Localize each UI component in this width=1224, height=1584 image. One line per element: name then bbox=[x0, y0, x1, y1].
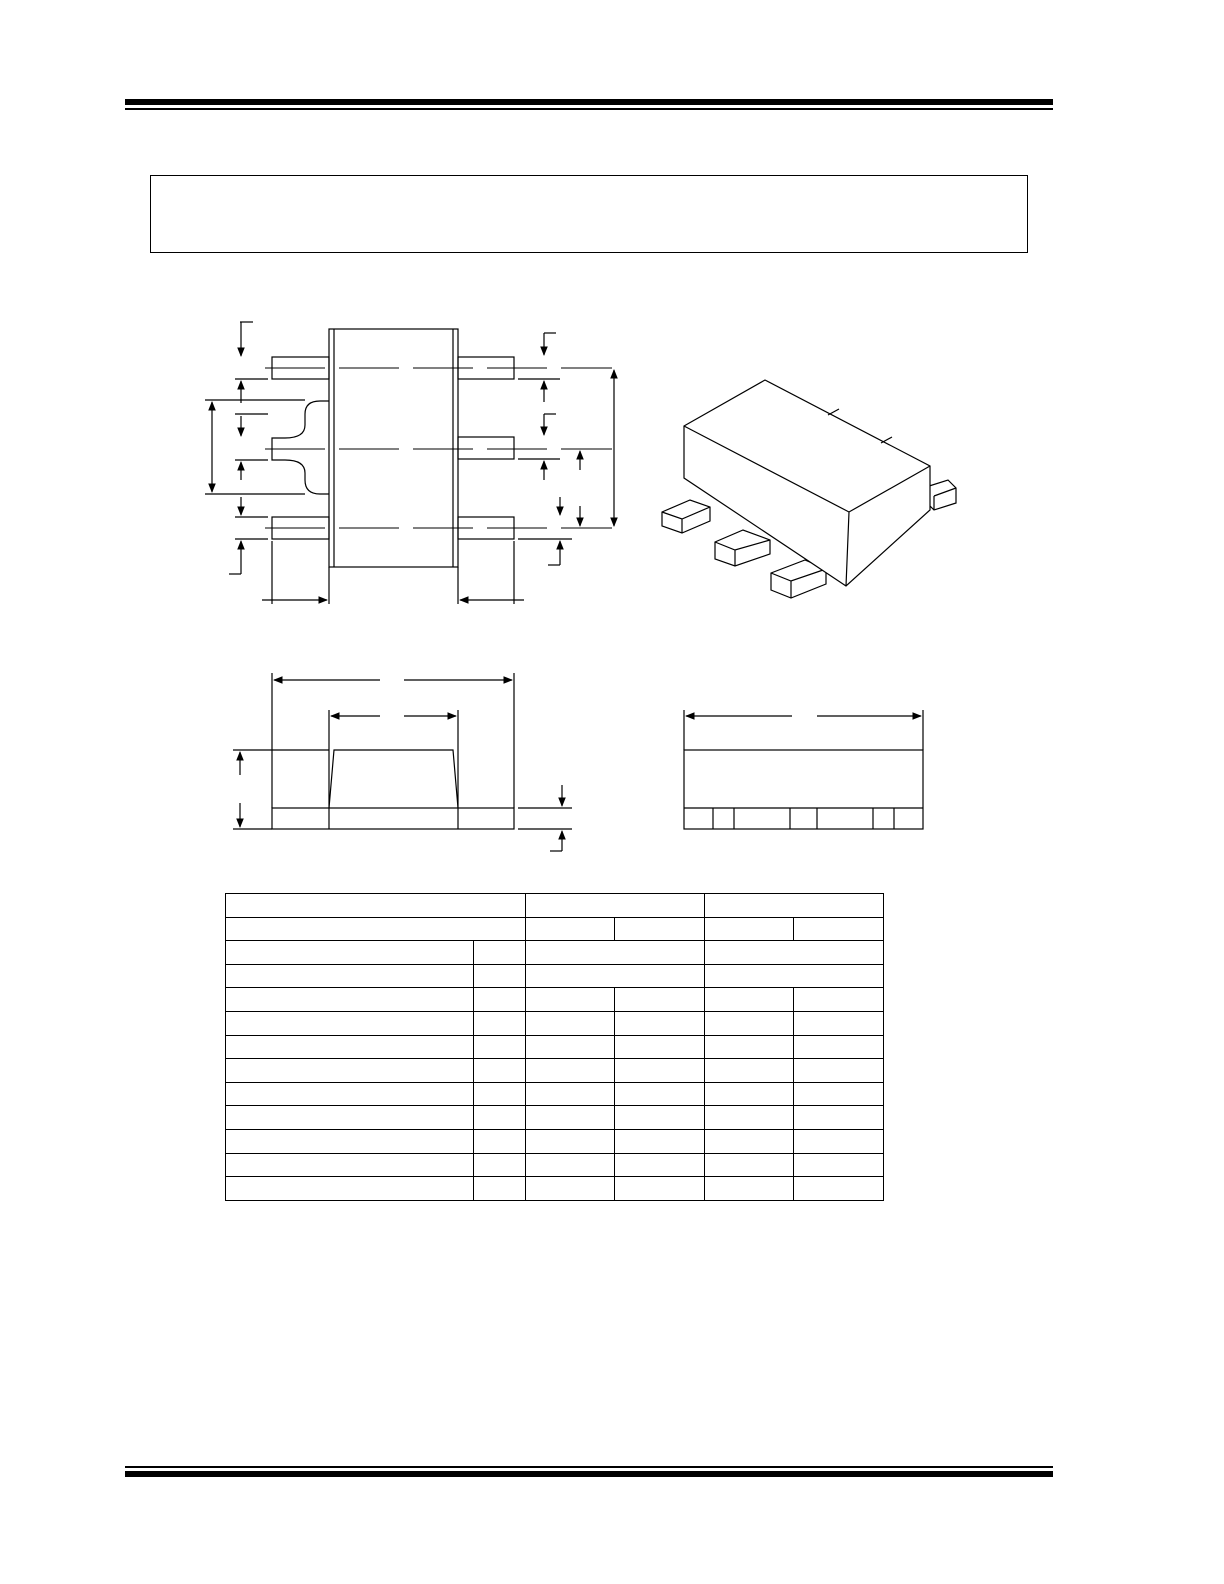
table-cell bbox=[474, 1035, 526, 1059]
table-cell bbox=[526, 1012, 615, 1036]
table-row bbox=[226, 1130, 884, 1154]
table-cell bbox=[615, 1059, 705, 1083]
table-cell bbox=[526, 941, 705, 965]
table-cell bbox=[705, 894, 884, 918]
table-cell bbox=[226, 894, 526, 918]
table-cell bbox=[615, 1082, 705, 1106]
table-cell bbox=[615, 988, 705, 1012]
table-cell bbox=[226, 1035, 474, 1059]
table-cell bbox=[705, 964, 884, 988]
table-cell bbox=[526, 1082, 615, 1106]
table-cell bbox=[526, 1106, 615, 1130]
table-cell bbox=[226, 1177, 474, 1201]
side-front-body bbox=[329, 750, 458, 808]
table-cell bbox=[794, 988, 884, 1012]
table-cell bbox=[474, 1106, 526, 1130]
table-cell bbox=[526, 988, 615, 1012]
table-cell bbox=[705, 1082, 794, 1106]
table-header-row bbox=[226, 917, 884, 941]
table-row bbox=[226, 1177, 884, 1201]
bottom-rule-thin bbox=[125, 1466, 1053, 1468]
table-header-row bbox=[226, 894, 884, 918]
iso-lead-1 bbox=[662, 500, 710, 533]
table-cell bbox=[526, 917, 615, 941]
table-cell bbox=[794, 1012, 884, 1036]
table-cell bbox=[526, 894, 705, 918]
table-cell bbox=[226, 1153, 474, 1177]
table-cell bbox=[615, 1106, 705, 1130]
table-cell bbox=[615, 1153, 705, 1177]
table-cell bbox=[474, 1153, 526, 1177]
table-cell bbox=[526, 964, 705, 988]
table-cell bbox=[226, 917, 526, 941]
top-view-lead-right-2 bbox=[458, 437, 514, 459]
table-cell bbox=[705, 988, 794, 1012]
table-cell bbox=[705, 1035, 794, 1059]
table-cell bbox=[794, 1082, 884, 1106]
table-cell bbox=[526, 1177, 615, 1201]
table-cell bbox=[794, 917, 884, 941]
table-cell bbox=[226, 1012, 474, 1036]
table-cell bbox=[705, 941, 884, 965]
table-cell bbox=[705, 1012, 794, 1036]
table-row bbox=[226, 1082, 884, 1106]
table-row bbox=[226, 988, 884, 1012]
table-cell bbox=[226, 1082, 474, 1106]
table-cell bbox=[526, 1035, 615, 1059]
table-cell bbox=[226, 1106, 474, 1130]
table-cell bbox=[474, 1177, 526, 1201]
table-cell bbox=[526, 1130, 615, 1154]
table-cell bbox=[794, 1130, 884, 1154]
table-cell bbox=[226, 988, 474, 1012]
table-cell bbox=[794, 1106, 884, 1130]
table-cell bbox=[474, 1082, 526, 1106]
table-cell bbox=[794, 1177, 884, 1201]
top-view-tab-left bbox=[272, 401, 329, 494]
table-row bbox=[226, 1035, 884, 1059]
table-cell bbox=[615, 1035, 705, 1059]
dimension-table bbox=[225, 893, 884, 1201]
table-cell bbox=[615, 1012, 705, 1036]
top-view-body bbox=[329, 329, 458, 567]
top-view bbox=[205, 322, 614, 604]
table-cell bbox=[474, 988, 526, 1012]
table-cell bbox=[226, 941, 474, 965]
side-view-end bbox=[684, 710, 923, 829]
table-cell bbox=[226, 1130, 474, 1154]
table-cell bbox=[794, 1059, 884, 1083]
table-row bbox=[226, 1153, 884, 1177]
table-cell bbox=[226, 964, 474, 988]
side-view-front bbox=[233, 673, 572, 851]
side-front-lead-base bbox=[272, 808, 514, 829]
table-row bbox=[226, 941, 884, 965]
table-cell bbox=[705, 1106, 794, 1130]
table-cell bbox=[474, 1130, 526, 1154]
table-cell bbox=[705, 1130, 794, 1154]
table-row bbox=[226, 1106, 884, 1130]
table-cell bbox=[705, 917, 794, 941]
bottom-rule-thick bbox=[125, 1471, 1053, 1477]
table-row bbox=[226, 1059, 884, 1083]
table-cell bbox=[705, 1153, 794, 1177]
table-row bbox=[226, 1012, 884, 1036]
side-end-body bbox=[684, 750, 923, 829]
table-cell bbox=[474, 1012, 526, 1036]
table-row bbox=[226, 964, 884, 988]
table-cell bbox=[526, 1153, 615, 1177]
table-cell bbox=[705, 1059, 794, 1083]
table-cell bbox=[474, 941, 526, 965]
table-cell bbox=[615, 1177, 705, 1201]
table-cell bbox=[474, 1059, 526, 1083]
table-cell bbox=[705, 1177, 794, 1201]
table-cell bbox=[474, 964, 526, 988]
table-cell bbox=[794, 1035, 884, 1059]
table-cell bbox=[794, 1153, 884, 1177]
table-cell bbox=[615, 1130, 705, 1154]
isometric-view bbox=[662, 380, 956, 598]
table-cell bbox=[615, 917, 705, 941]
table-cell bbox=[226, 1059, 474, 1083]
table-cell bbox=[526, 1059, 615, 1083]
